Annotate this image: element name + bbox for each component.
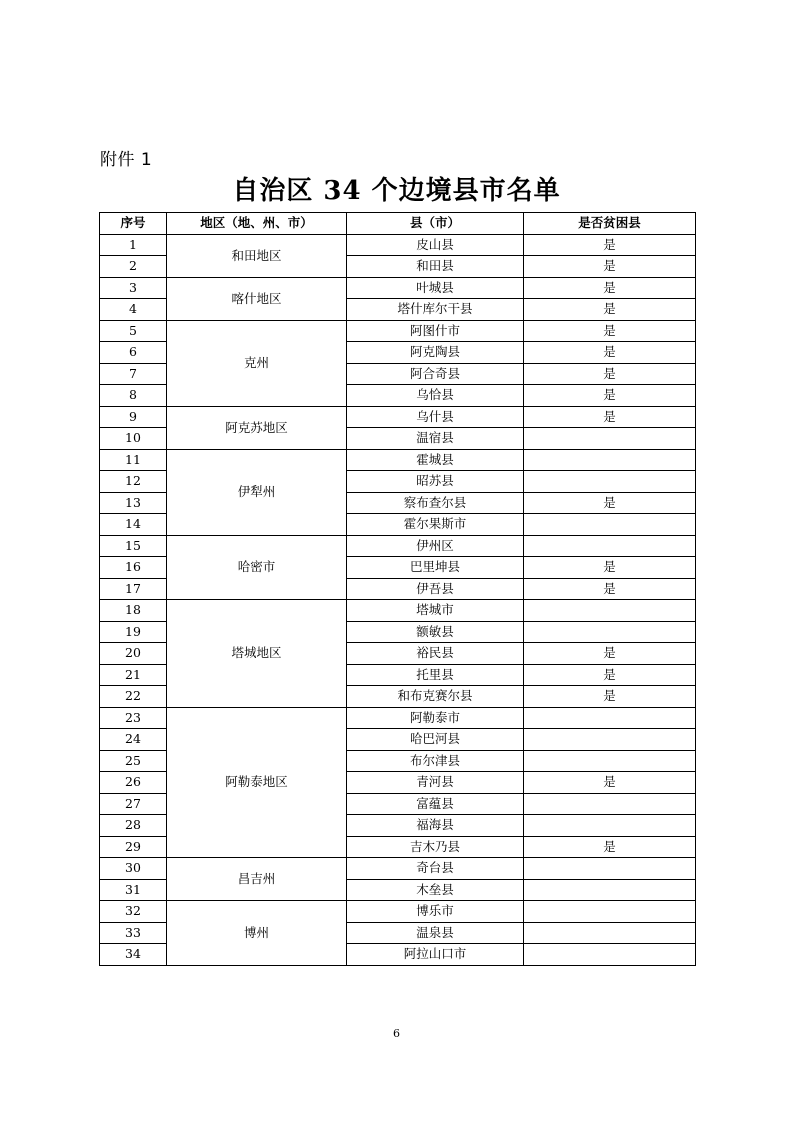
table-row — [100, 277, 696, 299]
poor-county-cell: 是 — [524, 342, 696, 364]
row-number: 7 — [100, 363, 167, 385]
county-cell: 阿图什市 — [347, 320, 524, 342]
county-cell: 奇台县 — [347, 858, 524, 880]
row-number: 1 — [100, 234, 167, 256]
table-body — [100, 234, 696, 965]
table-row — [100, 535, 696, 557]
county-cell: 温宿县 — [347, 428, 524, 450]
poor-county-cell: 是 — [524, 492, 696, 514]
region-cell: 喀什地区 — [167, 277, 347, 320]
county-cell: 乌恰县 — [347, 385, 524, 407]
county-cell: 哈巴河县 — [347, 729, 524, 751]
region-cell: 阿克苏地区 — [167, 406, 347, 449]
poor-county-cell — [524, 535, 696, 557]
region-cell: 阿勒泰地区 — [167, 707, 347, 858]
poor-county-cell — [524, 449, 696, 471]
table-header-row — [100, 213, 696, 235]
header-region: 地区（地、州、市） — [167, 213, 347, 235]
poor-county-cell: 是 — [524, 320, 696, 342]
county-cell: 富蕴县 — [347, 793, 524, 815]
poor-county-cell: 是 — [524, 686, 696, 708]
row-number: 15 — [100, 535, 167, 557]
row-number: 20 — [100, 643, 167, 665]
table-row — [100, 600, 696, 622]
county-cell: 昭苏县 — [347, 471, 524, 493]
row-number: 12 — [100, 471, 167, 493]
poor-county-cell — [524, 879, 696, 901]
poor-county-cell — [524, 944, 696, 966]
document-title: 自治区 34 个边境县市名单 — [232, 176, 561, 206]
row-number: 24 — [100, 729, 167, 751]
county-cell: 托里县 — [347, 664, 524, 686]
poor-county-cell — [524, 901, 696, 923]
row-number: 26 — [100, 772, 167, 794]
row-number: 33 — [100, 922, 167, 944]
poor-county-cell: 是 — [524, 664, 696, 686]
county-cell: 博乐市 — [347, 901, 524, 923]
row-number: 34 — [100, 944, 167, 966]
row-number: 22 — [100, 686, 167, 708]
poor-county-cell — [524, 858, 696, 880]
county-cell: 叶城县 — [347, 277, 524, 299]
county-cell: 皮山县 — [347, 234, 524, 256]
county-cell: 和田县 — [347, 256, 524, 278]
header-no: 序号 — [100, 213, 167, 235]
row-number: 29 — [100, 836, 167, 858]
county-cell: 察布查尔县 — [347, 492, 524, 514]
row-number: 6 — [100, 342, 167, 364]
row-number: 31 — [100, 879, 167, 901]
poor-county-cell: 是 — [524, 643, 696, 665]
county-cell: 青河县 — [347, 772, 524, 794]
region-cell: 博州 — [167, 901, 347, 966]
poor-county-cell — [524, 922, 696, 944]
county-cell: 阿拉山口市 — [347, 944, 524, 966]
county-cell: 和布克赛尔县 — [347, 686, 524, 708]
county-cell: 霍城县 — [347, 449, 524, 471]
county-cell: 霍尔果斯市 — [347, 514, 524, 536]
poor-county-cell — [524, 514, 696, 536]
row-number: 10 — [100, 428, 167, 450]
row-number: 23 — [100, 707, 167, 729]
county-cell: 额敏县 — [347, 621, 524, 643]
attachment-label: 附件 1 — [100, 150, 153, 170]
county-cell: 布尔津县 — [347, 750, 524, 772]
region-cell: 哈密市 — [167, 535, 347, 600]
border-county-table — [99, 212, 696, 966]
row-number: 16 — [100, 557, 167, 579]
poor-county-cell — [524, 471, 696, 493]
row-number: 27 — [100, 793, 167, 815]
poor-county-cell — [524, 793, 696, 815]
table-row — [100, 901, 696, 923]
row-number: 17 — [100, 578, 167, 600]
county-cell: 阿克陶县 — [347, 342, 524, 364]
poor-county-cell: 是 — [524, 385, 696, 407]
poor-county-cell — [524, 600, 696, 622]
region-cell: 和田地区 — [167, 234, 347, 277]
county-cell: 阿合奇县 — [347, 363, 524, 385]
table-row — [100, 406, 696, 428]
county-cell: 乌什县 — [347, 406, 524, 428]
header-county: 县（市） — [347, 213, 524, 235]
poor-county-cell: 是 — [524, 256, 696, 278]
county-cell: 福海县 — [347, 815, 524, 837]
row-number: 18 — [100, 600, 167, 622]
county-cell: 木垒县 — [347, 879, 524, 901]
poor-county-cell — [524, 815, 696, 837]
county-cell: 伊吾县 — [347, 578, 524, 600]
region-cell: 伊犁州 — [167, 449, 347, 535]
row-number: 5 — [100, 320, 167, 342]
row-number: 8 — [100, 385, 167, 407]
county-cell: 塔什库尔干县 — [347, 299, 524, 321]
page-number: 6 — [393, 1027, 400, 1040]
county-cell: 温泉县 — [347, 922, 524, 944]
poor-county-cell: 是 — [524, 836, 696, 858]
row-number: 25 — [100, 750, 167, 772]
row-number: 2 — [100, 256, 167, 278]
row-number: 30 — [100, 858, 167, 880]
row-number: 28 — [100, 815, 167, 837]
table-row — [100, 234, 696, 256]
row-number: 21 — [100, 664, 167, 686]
poor-county-cell: 是 — [524, 772, 696, 794]
poor-county-cell — [524, 621, 696, 643]
region-cell: 塔城地区 — [167, 600, 347, 708]
poor-county-cell: 是 — [524, 277, 696, 299]
row-number: 4 — [100, 299, 167, 321]
table-row — [100, 858, 696, 880]
row-number: 14 — [100, 514, 167, 536]
county-cell: 伊州区 — [347, 535, 524, 557]
county-cell: 吉木乃县 — [347, 836, 524, 858]
county-cell: 塔城市 — [347, 600, 524, 622]
row-number: 19 — [100, 621, 167, 643]
poor-county-cell: 是 — [524, 299, 696, 321]
poor-county-cell — [524, 729, 696, 751]
row-number: 32 — [100, 901, 167, 923]
header-poor-county: 是否贫困县 — [524, 213, 696, 235]
poor-county-cell — [524, 750, 696, 772]
poor-county-cell: 是 — [524, 406, 696, 428]
table-row — [100, 449, 696, 471]
row-number: 11 — [100, 449, 167, 471]
region-cell: 克州 — [167, 320, 347, 406]
row-number: 13 — [100, 492, 167, 514]
poor-county-cell — [524, 428, 696, 450]
poor-county-cell: 是 — [524, 578, 696, 600]
poor-county-cell: 是 — [524, 363, 696, 385]
county-cell: 裕民县 — [347, 643, 524, 665]
table-row — [100, 707, 696, 729]
region-cell: 昌吉州 — [167, 858, 347, 901]
county-cell: 巴里坤县 — [347, 557, 524, 579]
row-number: 9 — [100, 406, 167, 428]
table-row — [100, 320, 696, 342]
poor-county-cell: 是 — [524, 234, 696, 256]
county-cell: 阿勒泰市 — [347, 707, 524, 729]
poor-county-cell — [524, 707, 696, 729]
row-number: 3 — [100, 277, 167, 299]
poor-county-cell: 是 — [524, 557, 696, 579]
